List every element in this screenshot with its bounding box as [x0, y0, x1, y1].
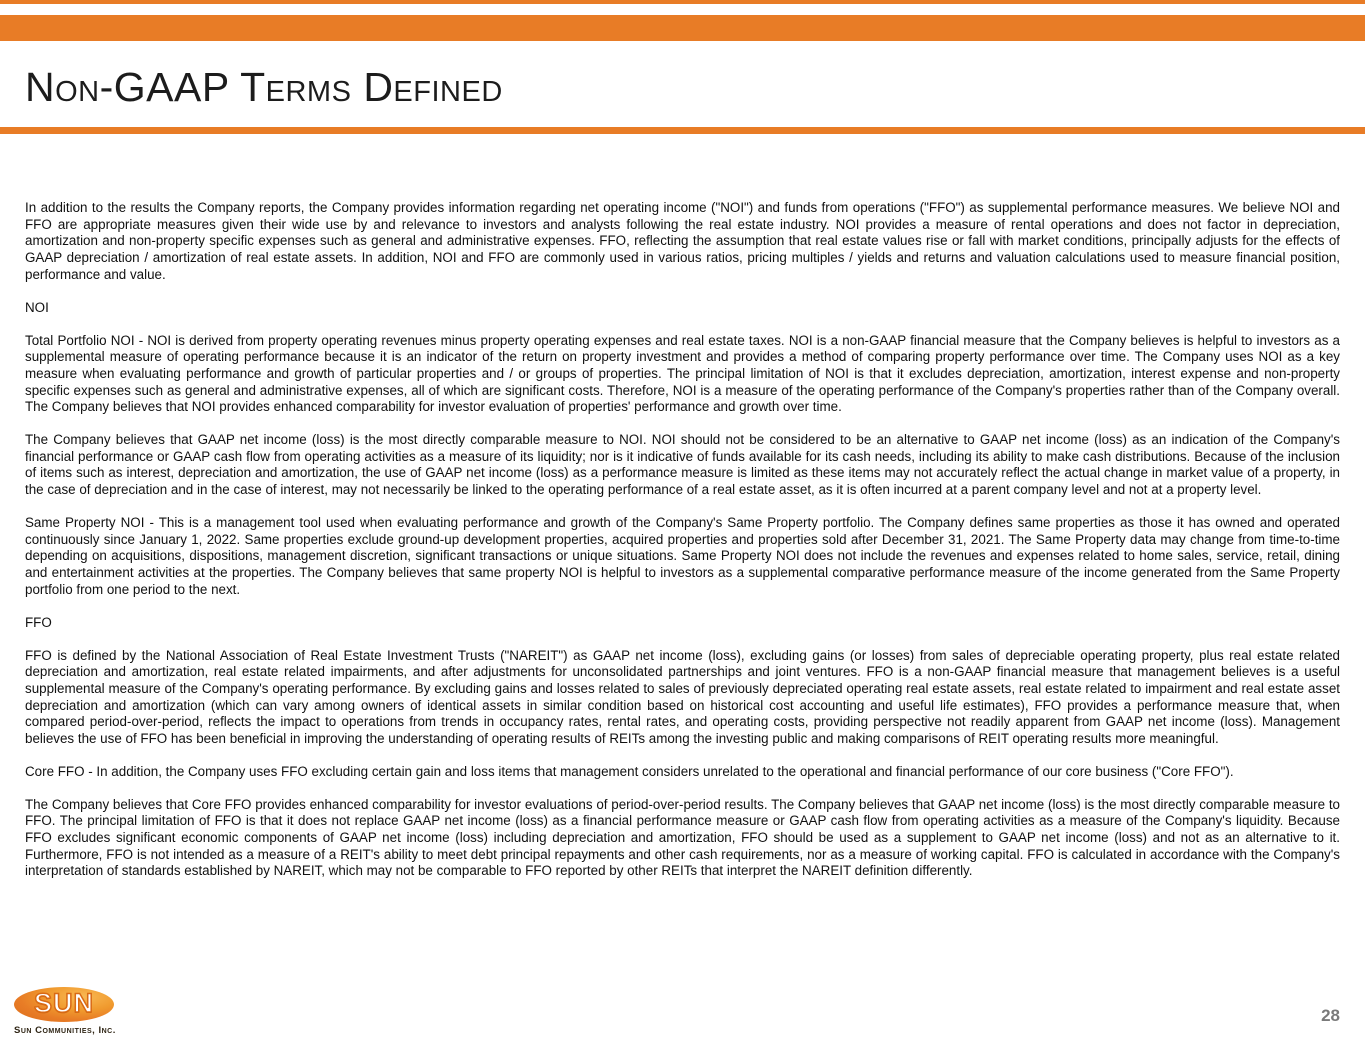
page-title: Non-GAAP Terms Defined: [25, 64, 503, 110]
section-heading-ffo: FFO: [25, 614, 52, 630]
sun-logo-oval: [14, 987, 114, 1022]
top-gap: [0, 4, 1365, 15]
title-divider-rule: [0, 127, 1365, 134]
section-heading-noi: NOI: [25, 299, 49, 315]
sun-communities-logo: [14, 987, 124, 1036]
paragraph-core-ffo-comparability: The Company believes that Core FFO provides enhanced comparability for investor evaluations of period-over-period results. The Company believes that GAAP net income (loss) is the most directly comparable measure to FFO. The principal limitation of FFO is that it does not replace GAAP net income (loss) as a financial performance measure or GAAP cash flow from operating activities as a measure of the Company's liquidity. Because FFO excludes significant economic components of GAAP net income (loss) including depreciation and amortization, FFO should be used as a supplement to GAAP net income (loss) and not as an alternative to it. Furthermore, FFO is not intended as a measure of a REIT's ability to meet debt principal repayments and other cash requirements, nor as a measure of working capital. FFO is calculated in accordance with the Company's interpretation of standards established by NAREIT, which may not be comparable to FFO reported by other REITs that interpret the NAREIT definition differently.: [25, 796, 1340, 879]
header-accent-bar: [0, 15, 1365, 41]
paragraph-same-property-noi: Same Property NOI - This is a management tool used when evaluating performance and growth of the Company's Same Property portfolio. The Company defines same properties as those it has owned and operated continuously since January 1, 2022. Same properties exclude ground-up development properties, acquired properties and properties sold after December 31, 2021. The Same Property data may change from time-to-time depending on acquisitions, dispositions, management discretion, significant transactions or unique situations. Same Property NOI does not include the revenues and expenses related to home sales, service, retail, dining and entertainment activities at the properties. The Company believes that same property NOI is helpful to investors as a supplemental comparative performance measure of the income generated from the Same Property portfolio from one period to the next.: [25, 515, 1340, 597]
paragraph-total-portfolio-noi: Total Portfolio NOI - NOI is derived from property operating revenues minus property operating expenses and real estate taxes. NOI is a non-GAAP financial measure that the Company believes is helpful to investors as a supplemental measure of operating performance because it is an indicator of the return on property investment and provides a method of comparing property performance over time. The Company uses NOI as a key measure when evaluating performance and growth of particular properties and / or groups of properties. The principal limitation of NOI is that it excludes depreciation, amortization, interest expense and non-property specific expenses such as general and administrative expenses, all of which are significant costs. Therefore, NOI is a measure of the operating performance of the Company's properties rather than of the Company overall. The Company believes that NOI provides enhanced comparability for investor evaluation of properties' performance and growth over time.: [25, 332, 1340, 415]
sun-logo-text: SUN: [33, 988, 94, 1018]
paragraph-ffo-definition: FFO is defined by the National Association of Real Estate Investment Trusts ("NAREIT") as GAAP net income (loss), excluding gains (or losses) from sales of depreciable operating property, plus real estate related depreciation and amortization, real estate related impairments, and after adjustments for unconsolidated partnerships and joint ventures. FFO is a non-GAAP financial measure that management believes is a useful supplemental measure of the Company's operating performance. By excluding gains and losses related to sales of previously depreciated operating real estate assets, real estate related to impairment and real estate asset depreciation and amortization (which can vary among owners of identical assets in similar condition based on historical cost accounting and useful life estimates), FFO provides a performance measure that, when compared period-over-period, reflects the impact to operations from trends in occupancy rates, rental rates, and operating costs, providing perspective not readily apparent from GAAP net income (loss). Management believes the use of FFO has been beneficial in improving the understanding of operating results of REITs among the investing public and making comparisons of REIT operating results more meaningful.: [25, 647, 1340, 746]
paragraph-intro: In addition to the results the Company reports, the Company provides information regarding net operating income ("NOI") and funds from operations ("FFO") as supplemental performance measures. We believe NOI and FFO are appropriate measures given their wide use by and relevance to investors and analysts following the real estate industry. NOI provides a measure of rental operations and does not factor in depreciation, amortization and non-property specific expenses such as general and administrative expenses. FFO, reflecting the assumption that real estate values rise or fall with market conditions, principally adjusts for the effects of GAAP depreciation / amortization of real estate assets. In addition, NOI and FFO are commonly used in various ratios, pricing multiples / yields and returns and valuation calculations used to measure financial position, performance and value.: [25, 200, 1340, 282]
paragraph-core-ffo: Core FFO - In addition, the Company uses FFO excluding certain gain and loss items that management considers unrelated to the operational and financial performance of our core business ("Core FFO").: [25, 763, 1234, 779]
sun-logo-caption: Sun Communities, Inc.: [14, 1025, 116, 1036]
body-content: [25, 200, 1340, 880]
paragraph-gaap-comparison: The Company believes that GAAP net income (loss) is the most directly comparable measure to NOI. NOI should not be considered to be an alternative to GAAP net income (loss) as an indication of the Company's financial performance or GAAP cash flow from operating activities as a measure of its liquidity; nor is it indicative of funds available for its cash needs, including its ability to make cash distributions. Because of the inclusion of items such as interest, depreciation and amortization, the use of GAAP net income (loss) as a performance measure is limited as these items may not accurately reflect the actual change in market value of a property, in the case of depreciation and in the case of interest, may not necessarily be linked to the operating performance of a real estate asset, as it is often incurred at a parent company level and not at a property level.: [25, 432, 1340, 498]
page-number: 28: [1321, 1006, 1340, 1025]
